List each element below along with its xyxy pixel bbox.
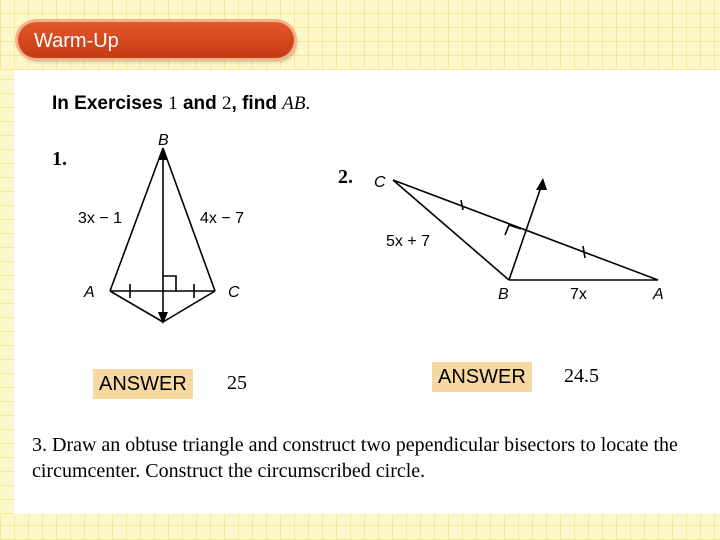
right-angle-mark-ex2	[505, 225, 521, 235]
instruction-n2: 2	[222, 93, 232, 114]
instruction-and: and	[182, 93, 217, 114]
exercise-1-figure	[110, 148, 215, 324]
label-b-ex1: B	[158, 132, 169, 149]
instruction-end: .	[305, 93, 311, 114]
label-b-ex2: B	[498, 286, 509, 303]
exercise-2-figure	[393, 178, 658, 280]
segment-a-lower	[110, 291, 163, 322]
tick-mark-left-ex2	[461, 200, 463, 210]
label-c-ex1: C	[228, 284, 240, 301]
exercise-3-text: 3. Draw an obtuse triangle and construct two pependicular bisectors to locate the circumcenter. Construct the circumscribed circle.	[32, 434, 678, 482]
segment-cb	[393, 180, 509, 280]
label-left-side: 3x − 1	[78, 210, 123, 227]
label-c-ex2: C	[374, 174, 386, 191]
arrowhead-up	[158, 148, 168, 160]
tick-mark-right-ex2	[583, 246, 585, 258]
instruction-n1: 1	[168, 93, 178, 114]
right-angle-mark	[163, 276, 176, 291]
page-title: Warm-Up	[34, 30, 119, 52]
arrowhead-down	[158, 312, 168, 324]
label-cb-side: 5x + 7	[386, 233, 431, 250]
arrowhead-up-ex2	[536, 178, 547, 190]
label-ba-side: 7x	[570, 286, 587, 303]
answer-badge-ex1: ANSWER	[93, 369, 193, 399]
exercise-2-number: 2.	[338, 166, 353, 188]
label-a-ex1: A	[84, 284, 95, 301]
label-a-ex2: A	[653, 286, 664, 303]
instruction-target: AB	[282, 93, 306, 114]
instruction-find: , find	[231, 93, 277, 114]
answer-value-ex2: 24.5	[564, 365, 599, 387]
exercise-1-number: 1.	[52, 148, 67, 170]
segment-c-lower	[163, 291, 215, 322]
label-right-side: 4x − 7	[200, 210, 245, 227]
perpendicular-bisector	[509, 184, 542, 280]
answer-value-ex1: 25	[227, 372, 247, 394]
instruction-prefix: In Exercises	[52, 93, 163, 114]
answer-badge-ex2: ANSWER	[432, 362, 532, 392]
